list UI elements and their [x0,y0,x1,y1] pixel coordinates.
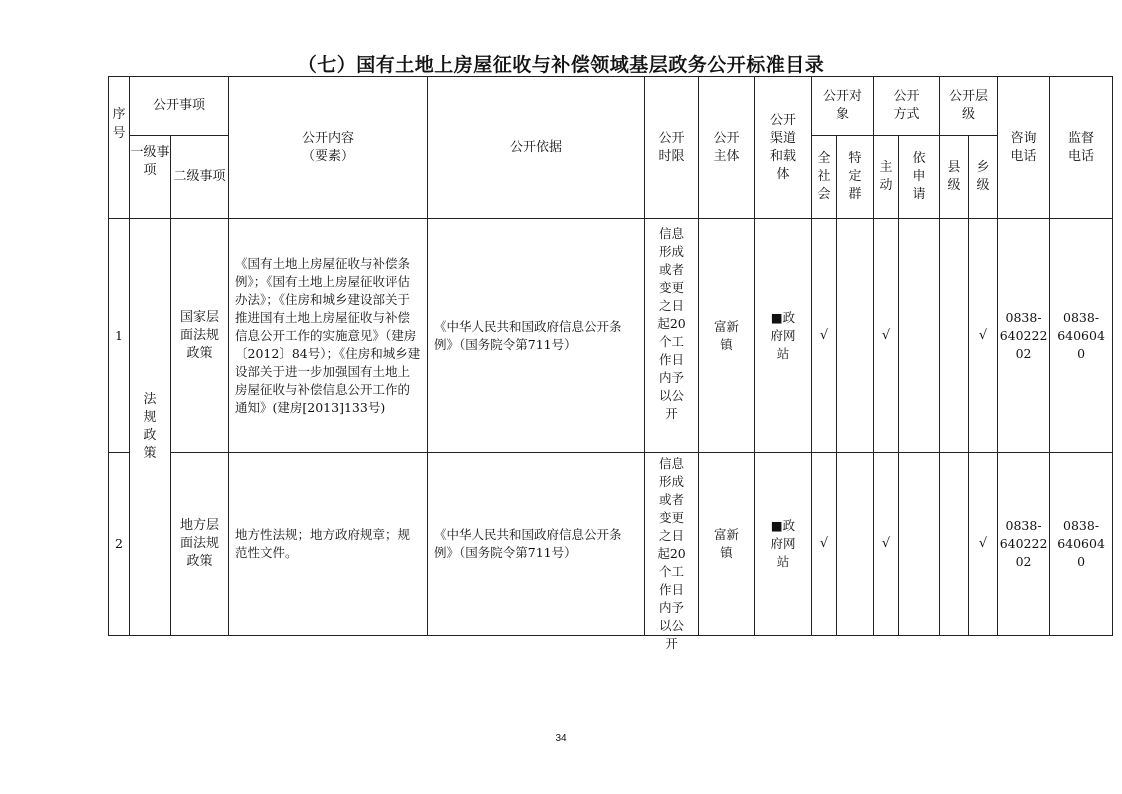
row-supervise: 0838- 640604 0 [1050,219,1113,453]
row-subject: 富新 镇 [699,219,755,453]
row-time-limit: 信息 形成 或者 变更 之日 起20 个工 作日 内予 以公 开 [645,219,699,453]
header-target-specific: 特 定 群 [837,136,874,219]
row-time-limit: 信息 形成 或者 变更 之日 起20 个工 作日 内予 以公 开 [645,453,699,636]
row-consult: 0838- 640222 02 [998,453,1050,636]
row-apply-empty [899,453,940,636]
row-level2: 地方层 面法规 政策 [171,453,229,636]
row-specific-empty [837,453,874,636]
header-target-all: 全 社 会 [812,136,837,219]
table-row [109,219,1113,453]
page-number: 34 [555,733,567,744]
header-level1: 一级事项 [130,136,171,219]
header-subject: 公开 主体 [699,77,755,219]
header-items: 公开事项 [130,77,229,136]
row-apply-empty [899,219,940,453]
row-channel: ■政 府网 站 [755,453,812,636]
row-township-check: √ [969,453,998,636]
table-row [109,453,1113,636]
row-content: 地方性法规；地方政府规章；规范性文件。 [229,453,428,636]
row-county-empty [940,219,969,453]
row-specific-empty [837,219,874,453]
row-level2: 国家层 面法规 政策 [171,219,229,453]
header-level-township: 乡 级 [969,136,998,219]
row-all-society-check: √ [812,219,837,453]
row-county-empty [940,453,969,636]
header-time-limit: 公开 时限 [645,77,699,219]
row-channel: ■政 府网 站 [755,219,812,453]
header-supervise: 监督 电话 [1050,77,1113,219]
row-consult: 0838- 640222 02 [998,219,1050,453]
header-content: 公开内容 （要素） [229,77,428,219]
row-all-society-check: √ [812,453,837,636]
row-seq: 2 [109,453,130,636]
header-channel: 公开 渠道 和载 体 [755,77,812,219]
row-active-check: √ [874,453,899,636]
header-target: 公开对 象 [812,77,874,136]
row-seq: 1 [109,219,130,453]
row-township-check: √ [969,219,998,453]
header-level2: 二级事项 [171,136,229,219]
row-active-check: √ [874,219,899,453]
header-method-apply: 依 申 请 [899,136,940,219]
header-level: 公开层 级 [940,77,998,136]
row-supervise: 0838- 640604 0 [1050,453,1113,636]
header-consult: 咨询 电话 [998,77,1050,219]
header-seq: 序号 [109,77,130,219]
catalog-table [108,76,1113,651]
row-basis: 《中华人民共和国政府信息公开条例》（国务院令第711号） [428,453,645,636]
header-level-county: 县 级 [940,136,969,219]
row-subject: 富新 镇 [699,453,755,636]
header-method: 公开 方式 [874,77,940,136]
row-content: 《国有土地上房屋征收与补偿条例》；《国有土地上房屋征收评估办法》；《住房和城乡建设部关于推进国有土地上房屋征收与补偿信息公开工作的实施意见》（建房〔2012〕84号）；《住房和城乡建设部关于进一步加强国有土地上房屋征收与补偿信息公开工作的通知》(建房[2013]133号) [229,219,428,453]
level1-item: 法 规 政 策 [130,219,171,636]
row-basis: 《中华人民共和国政府信息公开条例》（国务院令第711号） [428,219,645,453]
page-title: （七）国有土地上房屋征收与补偿领域基层政务公开标准目录 [297,54,825,76]
header-method-active: 主 动 [874,136,899,219]
header-basis: 公开依据 [428,77,645,219]
